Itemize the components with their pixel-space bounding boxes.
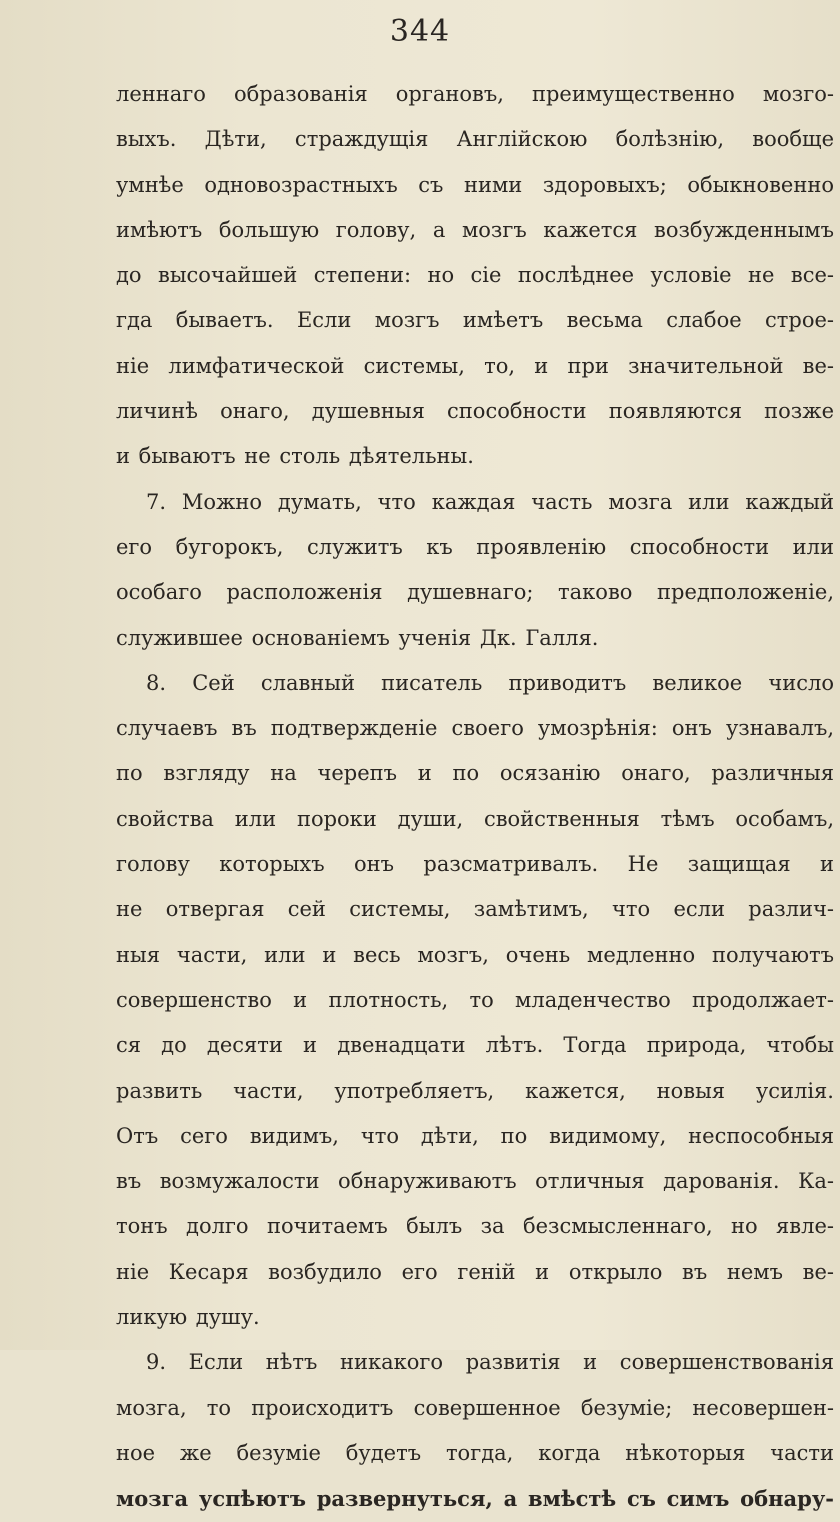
text-line: тонъ долго почитаемъ былъ за безсмысленнаго, но явле- xyxy=(116,1214,834,1239)
text-line: Отъ сего видимъ, что дѣти, по видимому, неспособныя xyxy=(116,1123,834,1148)
text-line: ніе лимфатической системы, то, и при значительной ве- xyxy=(116,353,834,378)
text-line: и бываютъ не столь дѣятельны. xyxy=(116,444,474,469)
text-line: свойства или пороки души, свойственныя тѣмъ особамъ, xyxy=(116,806,834,831)
paragraph-8-start: 8. Сей славный писатель приводитъ великое число xyxy=(146,670,834,695)
paragraph-9-start: 9. Если нѣтъ никакого развитія и совершенствованія xyxy=(146,1350,834,1375)
text-line: мозга, то происходитъ совершенное безуміе; несовершен- xyxy=(116,1395,834,1420)
text-line: выхъ. Дѣти, страждущія Англійскою болѣзнію, вообще xyxy=(116,127,834,152)
text-line: ніе Кесаря возбудило его геній и открыло въ немъ ве- xyxy=(116,1259,834,1284)
text-line: развить части, употребляетъ, кажется, новыя усилія. xyxy=(116,1078,834,1103)
text-line: случаевъ въ подтвержденіе своего умозрѣнія: онъ узнавалъ, xyxy=(116,716,834,741)
text-line: умнѣе одновозрастныхъ съ ними здоровыхъ; обыкновенно xyxy=(116,172,834,197)
text-line: по взгляду на черепъ и по осязанію онаго, различныя xyxy=(116,761,834,786)
text-line: ся до десяти и двенадцати лѣтъ. Тогда природа, чтобы xyxy=(116,1033,834,1058)
text-line: ное же безуміе будетъ тогда, когда нѣкоторыя части xyxy=(116,1440,834,1465)
text-line: ликую душу. xyxy=(116,1305,260,1330)
text-line: въ возмужалости обнаруживаютъ отличныя дарованія. Ка- xyxy=(116,1169,834,1194)
text-line: особаго расположенія душевнаго; таково предположеніе, xyxy=(116,580,834,605)
text-line: до высочайшей степени: но сіе послѣднее условіе не все- xyxy=(116,263,834,288)
paragraph-7-start: 7. Можно думать, что каждая часть мозга или каждый xyxy=(146,489,834,514)
text-line: его бугорокъ, служитъ къ проявленію способности или xyxy=(116,534,834,559)
body-text xyxy=(116,72,834,1522)
page-number: 344 xyxy=(389,14,451,49)
text-line: служившее основаніемъ ученія Дк. Галля. xyxy=(116,625,599,650)
text-line: гда бываетъ. Если мозгъ имѣетъ весьма слабое строе- xyxy=(116,308,834,333)
text-line: голову которыхъ онъ разсматривалъ. Не защищая и xyxy=(116,852,834,877)
text-line: не отвергая сей системы, замѣтимъ, что если различ- xyxy=(116,897,834,922)
text-line: леннаго образованія органовъ, преимущественно мозго- xyxy=(116,82,834,106)
text-line: мозга успѣютъ развернуться, а вмѣстѣ съ симъ обнару- xyxy=(116,1486,834,1512)
text-line: совершенство и плотность, то младенчество продолжает- xyxy=(116,987,834,1012)
text-line: ныя части, или и весь мозгъ, очень медленно получаютъ xyxy=(116,942,834,967)
text-line: имѣютъ большую голову, а мозгъ кажется возбужденнымъ xyxy=(116,217,834,242)
text-line: личинѣ онаго, душевныя способности появляются позже xyxy=(116,399,834,424)
